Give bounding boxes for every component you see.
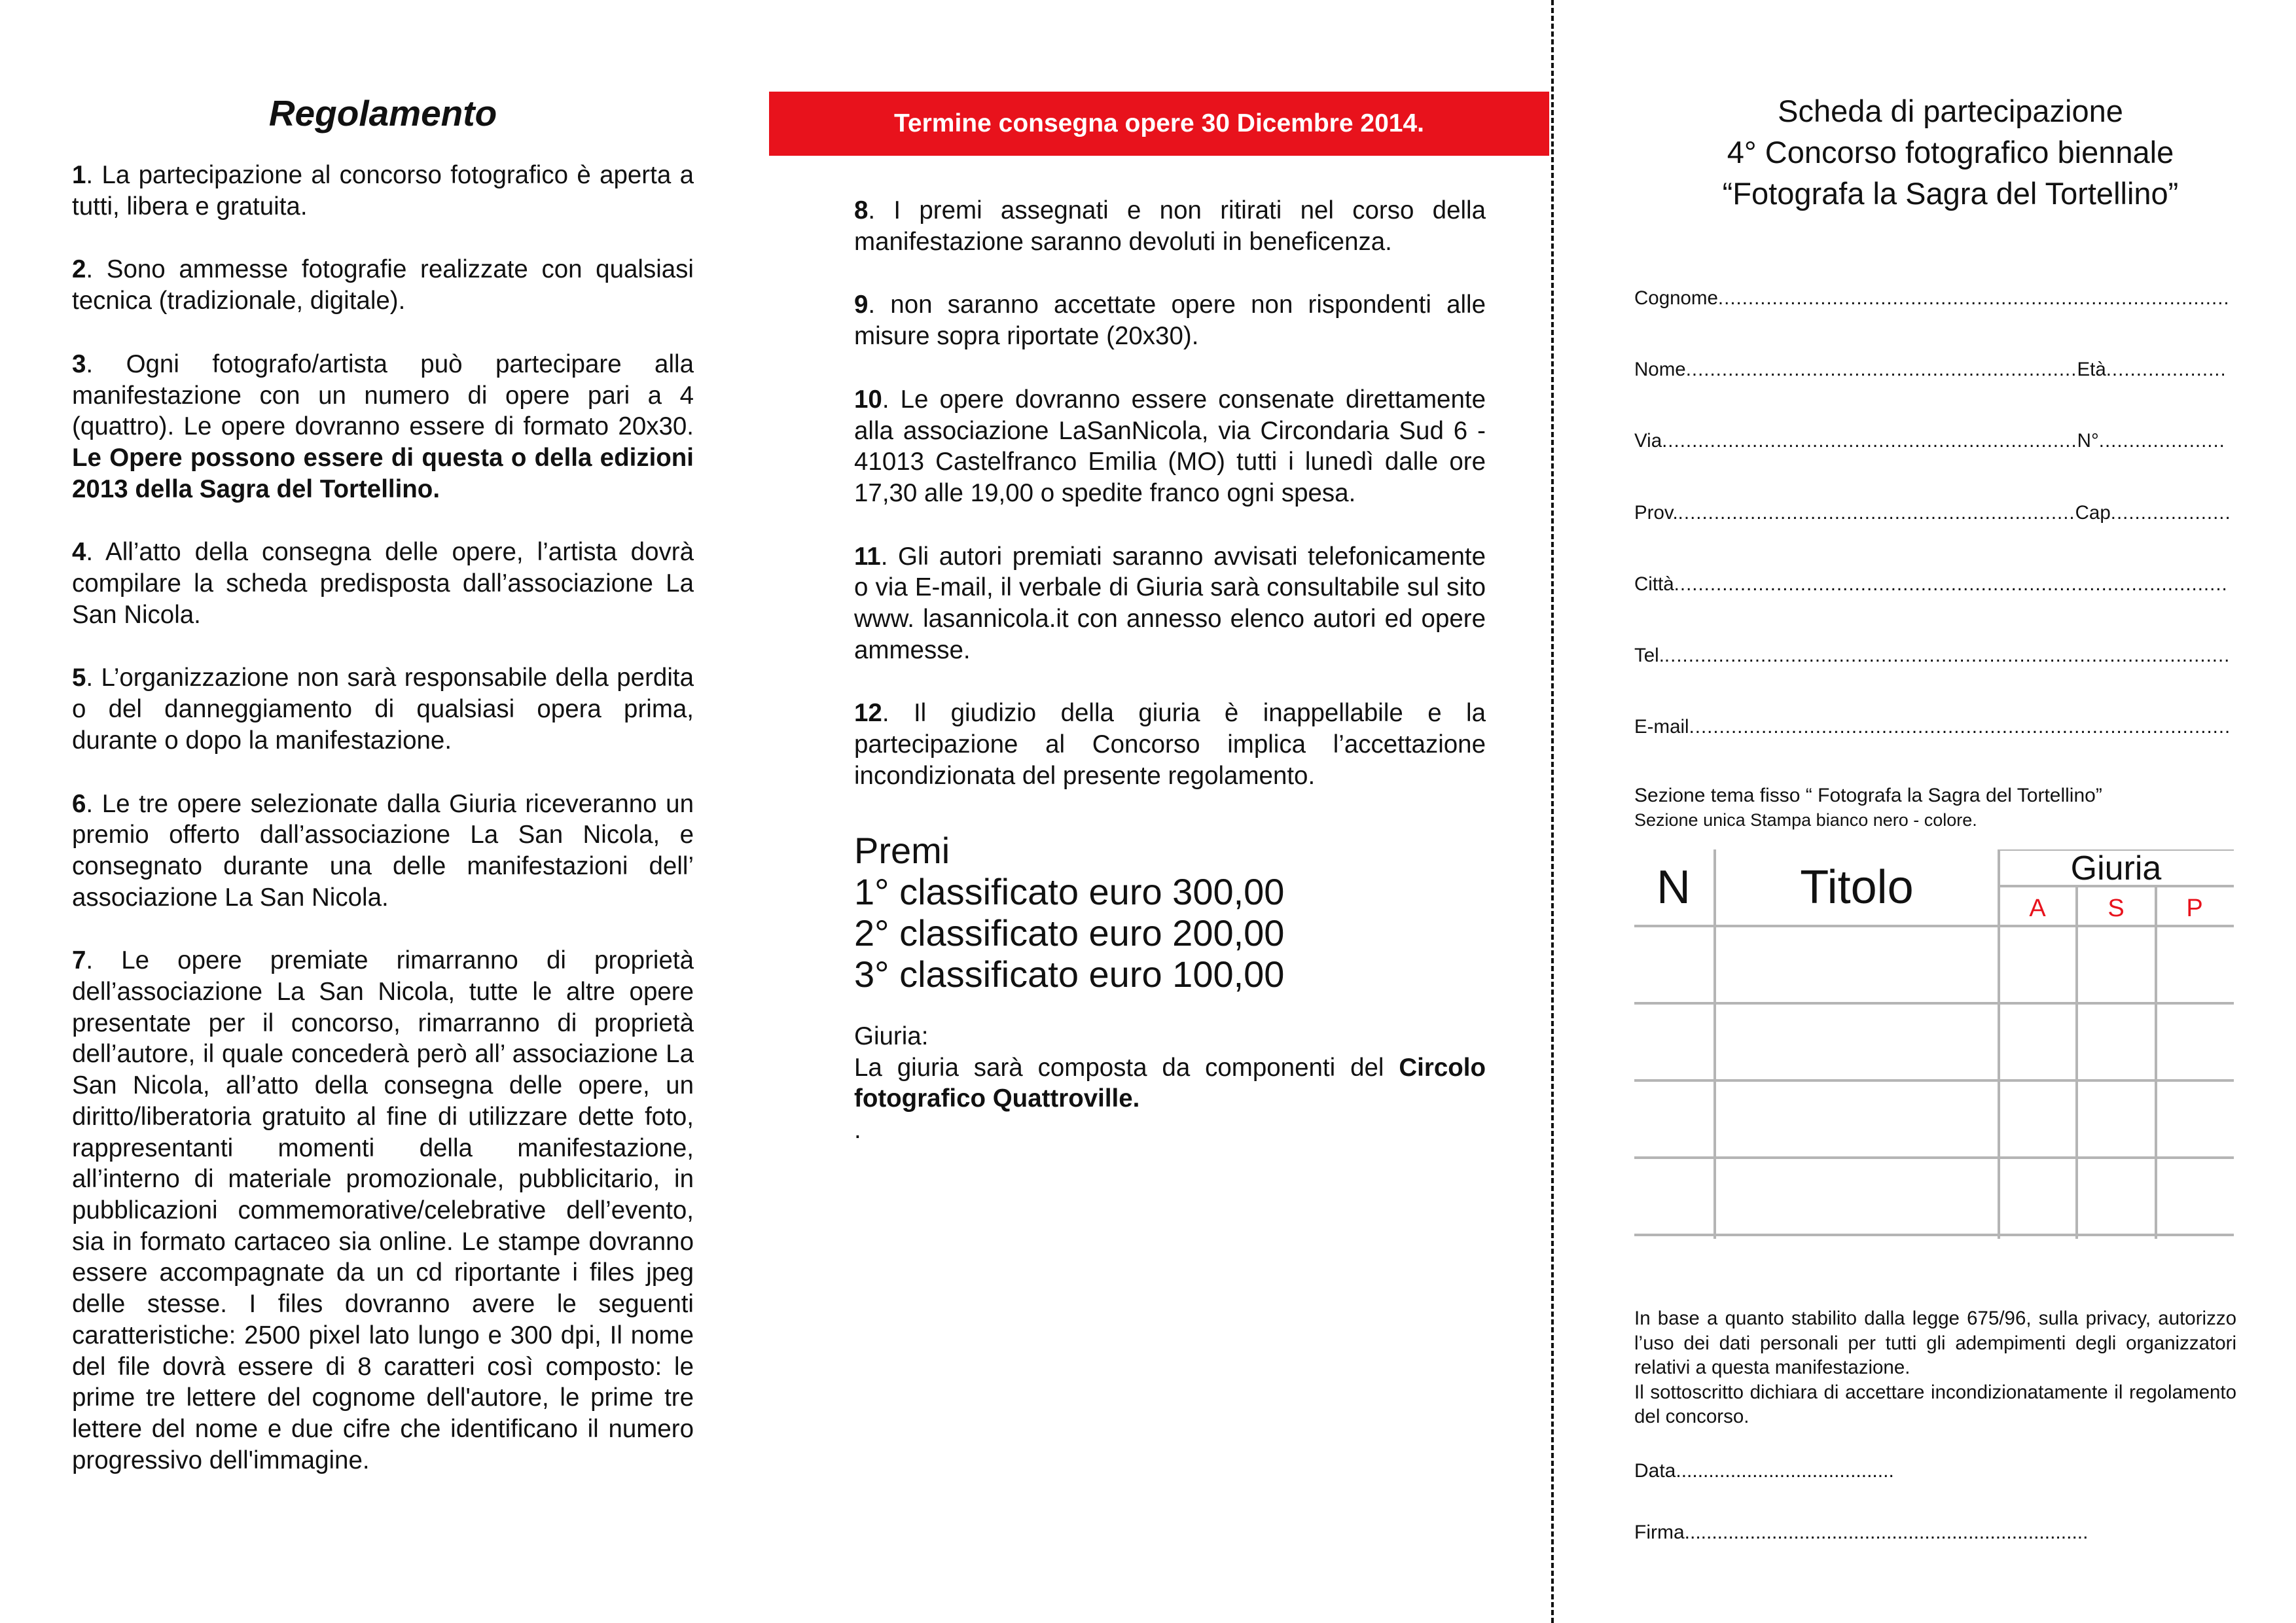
rule-text: . La partecipazione al concorso fotografico è aperta a tutti, libera e gratuita.	[72, 161, 694, 221]
field-dots: ..........................................................................................	[1689, 716, 2231, 738]
entries-table	[1634, 849, 2234, 1242]
rule-8	[854, 195, 1486, 257]
rule-12	[854, 698, 1486, 791]
field-label: Cognome	[1634, 287, 1718, 309]
rule-number: 4	[72, 538, 86, 567]
rule-text: . I premi assegnati e non ritirati nel corso della manifestazione saranno devoluti in beneficenza.	[854, 196, 1486, 256]
field-dots: ............................................................................................	[1674, 573, 2228, 595]
rule-3	[72, 349, 694, 505]
rule-1	[72, 160, 694, 222]
data-dots: ........................................	[1676, 1460, 1894, 1482]
rule-6	[72, 789, 694, 914]
giuria-sub-a: A	[2029, 895, 2046, 922]
giuria-circolo: Circolo fotografico Quattroville.	[854, 1053, 1486, 1113]
field-label: Città	[1634, 573, 1674, 595]
field-label: Nome	[1634, 359, 1686, 380]
rule-text: . Le opere premiate rimarranno di proprietà dell’associazione La San Nicola, tutte le altre opere presentate per il concorso, rimarranno di proprietà dell’autore, il quale concederà però all’ associazione La San Nicola, all’atto della consegna delle opere, un diritto/liberatoria gratuito al fine di utilizzare dette foto, rappresentanti momenti della manifestazione, all’interno di materiale promozionale, pubblicitario, in pubblicazioni commemorative/celebrative dell’evento, sia in formato cartaceo sia online. Le stampe dovranno essere accompagnate da un cd riportante i files jpeg delle stesse. I files dovranno avere le seguenti caratteristiche: 2500 pixel lato lungo e 300 dpi, Il nome del file dovrà essere di 8 caratteri così composto: le prime tre lettere del cognome dell'autore, le prime tre lettere del nome e due cifre che identificano il numero progressivo dell'immagine.	[72, 946, 694, 1474]
rule-number: 12	[854, 699, 882, 728]
giuria-text: La giuria sarà composta da componenti del Circolo fotografico Quattroville.	[854, 1053, 1486, 1113]
data-field[interactable]	[1634, 1458, 1894, 1484]
form-title	[1610, 90, 2291, 214]
field-dots: ..............................................................................................	[1664, 645, 2231, 666]
field-cognome[interactable]	[1634, 285, 2234, 312]
rule-text: . Gli autori premiati saranno avvisati telefonicamente o via E-mail, il verbale di Giuria sarà consultabile sul sito www. lasannicola.it con annesso elenco autori ed opere ammesse.	[854, 542, 1486, 664]
rule-5	[72, 662, 694, 756]
giuria-trailing: .	[854, 1116, 861, 1145]
rule-number: 1	[72, 161, 86, 189]
col-giuria-header: Giuria	[2070, 849, 2162, 887]
rule-2	[72, 254, 694, 316]
field-tel[interactable]	[1634, 643, 2234, 669]
col-n-header: N	[1657, 861, 1691, 914]
giuria-sub-p: P	[2186, 895, 2203, 922]
rule-9	[854, 289, 1486, 351]
rule-number: 10	[854, 385, 882, 414]
rule-text: . Le tre opere selezionate dalla Giuria riceveranno un premio offerto dall’associazione La San Nicola, e consegnato durante una delle manifestazioni dell’ associazione La San Nicola.	[72, 789, 694, 912]
form-title-line-3: “Fotografa la Sagra del Tortellino”	[1722, 176, 2179, 211]
section-info	[1634, 783, 2263, 831]
rule-number: 8	[854, 196, 869, 224]
giuria-label: Giuria:	[854, 1022, 929, 1050]
field-label-2: N°	[2077, 430, 2099, 452]
field-dots: .....................................................................................	[1717, 287, 2230, 309]
premio-2: 2° classificato euro 200,00	[854, 912, 1285, 954]
field-prov[interactable]	[1634, 500, 2234, 526]
rules-list-2	[854, 195, 1486, 792]
rules-list-1	[72, 160, 694, 1476]
rule-number: 7	[72, 946, 86, 975]
privacy-notice	[1634, 1306, 2236, 1429]
field-label-2: Cap	[2075, 502, 2111, 524]
rule-number: 5	[72, 664, 86, 692]
firma-label: Firma	[1634, 1522, 1685, 1543]
rule-text: . Ogni fotografo/artista può partecipare alla manifestazione con un numero di opere pari a 4 (quattro). Le opere dovranno essere di formato 20x30.	[72, 349, 694, 441]
rule-11	[854, 541, 1486, 666]
field-label: Via	[1634, 430, 1662, 452]
field-email[interactable]	[1634, 714, 2234, 740]
rule-text: . All’atto della consegna delle opere, l’artista dovrà compilare la scheda predisposta dall’associazione La San Nicola.	[72, 538, 694, 629]
form-title-line-1: Scheda di partecipazione	[1778, 94, 2123, 128]
premi-block	[854, 830, 1486, 995]
field-dots-2: ....................	[2106, 359, 2227, 380]
regolamento-title: Regolamento	[268, 93, 497, 134]
field-dots: .................................................................	[1685, 359, 2077, 380]
field-nome[interactable]	[1634, 357, 2234, 383]
rule-4	[72, 537, 694, 630]
rule-text: . L’organizzazione non sarà responsabile della perdita o del danneggiamento di qualsiasi opera prima, durante o dopo la manifestazione.	[72, 664, 694, 755]
giuria-block	[854, 1021, 1486, 1146]
firma-field[interactable]	[1634, 1520, 2088, 1546]
form-title-line-2: 4° Concorso fotografico biennale	[1727, 135, 2174, 169]
rule-bold-text: Le Opere possono essere di questa o della edizioni 2013 della Sagra del Tortellino.	[72, 443, 694, 503]
rule-text: . non saranno accettate opere non rispondenti alle misure sopra riportate (20x30).	[854, 291, 1486, 351]
rule-number: 11	[854, 542, 881, 571]
col-titolo-header: Titolo	[1800, 861, 1914, 914]
rule-text: . Il giudizio della giuria è inappellabile e la partecipazione al Concorso implica l’accettazione incondizionata del presente regolamento.	[854, 699, 1486, 790]
field-dots: ..................................................................	[1677, 502, 2075, 524]
field-dots-2: .....................	[2098, 430, 2225, 452]
data-label: Data	[1634, 1460, 1676, 1482]
giuria-sub-s: S	[2108, 895, 2125, 922]
field-dots: .....................................................................	[1662, 430, 2077, 452]
field-citt[interactable]	[1634, 571, 2234, 597]
premio-1: 1° classificato euro 300,00	[854, 871, 1285, 912]
rule-10	[854, 384, 1486, 509]
cut-line	[1551, 0, 1554, 1623]
rule-number: 6	[72, 789, 86, 818]
field-label-2: Età	[2077, 359, 2106, 380]
rule-text: . Le opere dovranno essere consenate direttamente alla associazione LaSanNicola, via Circondaria Sud 6 - 41013 Castelfranco Emilia (MO) tutti i lunedì dalle ore 17,30 alle 19,00 o spedite franco ogni spesa.	[854, 385, 1486, 507]
field-label: E-mail	[1634, 716, 1689, 738]
field-via[interactable]	[1634, 428, 2234, 454]
rule-text: . Sono ammesse fotografie realizzate con qualsiasi tecnica (tradizionale, digitale).	[72, 255, 694, 315]
premio-3: 3° classificato euro 100,00	[854, 954, 1285, 995]
rule-number: 9	[854, 291, 869, 319]
deadline-banner: Termine consegna opere 30 Dicembre 2014.	[769, 92, 1549, 156]
field-dots-2: ....................	[2110, 502, 2231, 524]
rule-7	[72, 945, 694, 1476]
acceptance-text: Il sottoscritto dichiara di accettare incondizionatamente il regolamento del concorso.	[1634, 1381, 2236, 1427]
premi-title: Premi	[854, 830, 950, 871]
section-line-1: Sezione tema fisso “ Fotografa la Sagra del Tortellino”	[1634, 785, 2102, 806]
firma-dots: ..........................................................................	[1684, 1522, 2089, 1543]
field-label: Prov.	[1634, 502, 1678, 524]
rule-number: 3	[72, 349, 86, 378]
rule-number: 2	[72, 255, 86, 284]
field-label: Tel.	[1634, 645, 1664, 666]
privacy-text: In base a quanto stabilito dalla legge 675/96, sulla privacy, autorizzo l’uso dei dati personali per tutti gli adempimenti degli organizzatori relativi a questa manifestazione.	[1634, 1308, 2236, 1378]
section-line-2: Sezione unica Stampa bianco nero - colore.	[1634, 810, 1977, 830]
